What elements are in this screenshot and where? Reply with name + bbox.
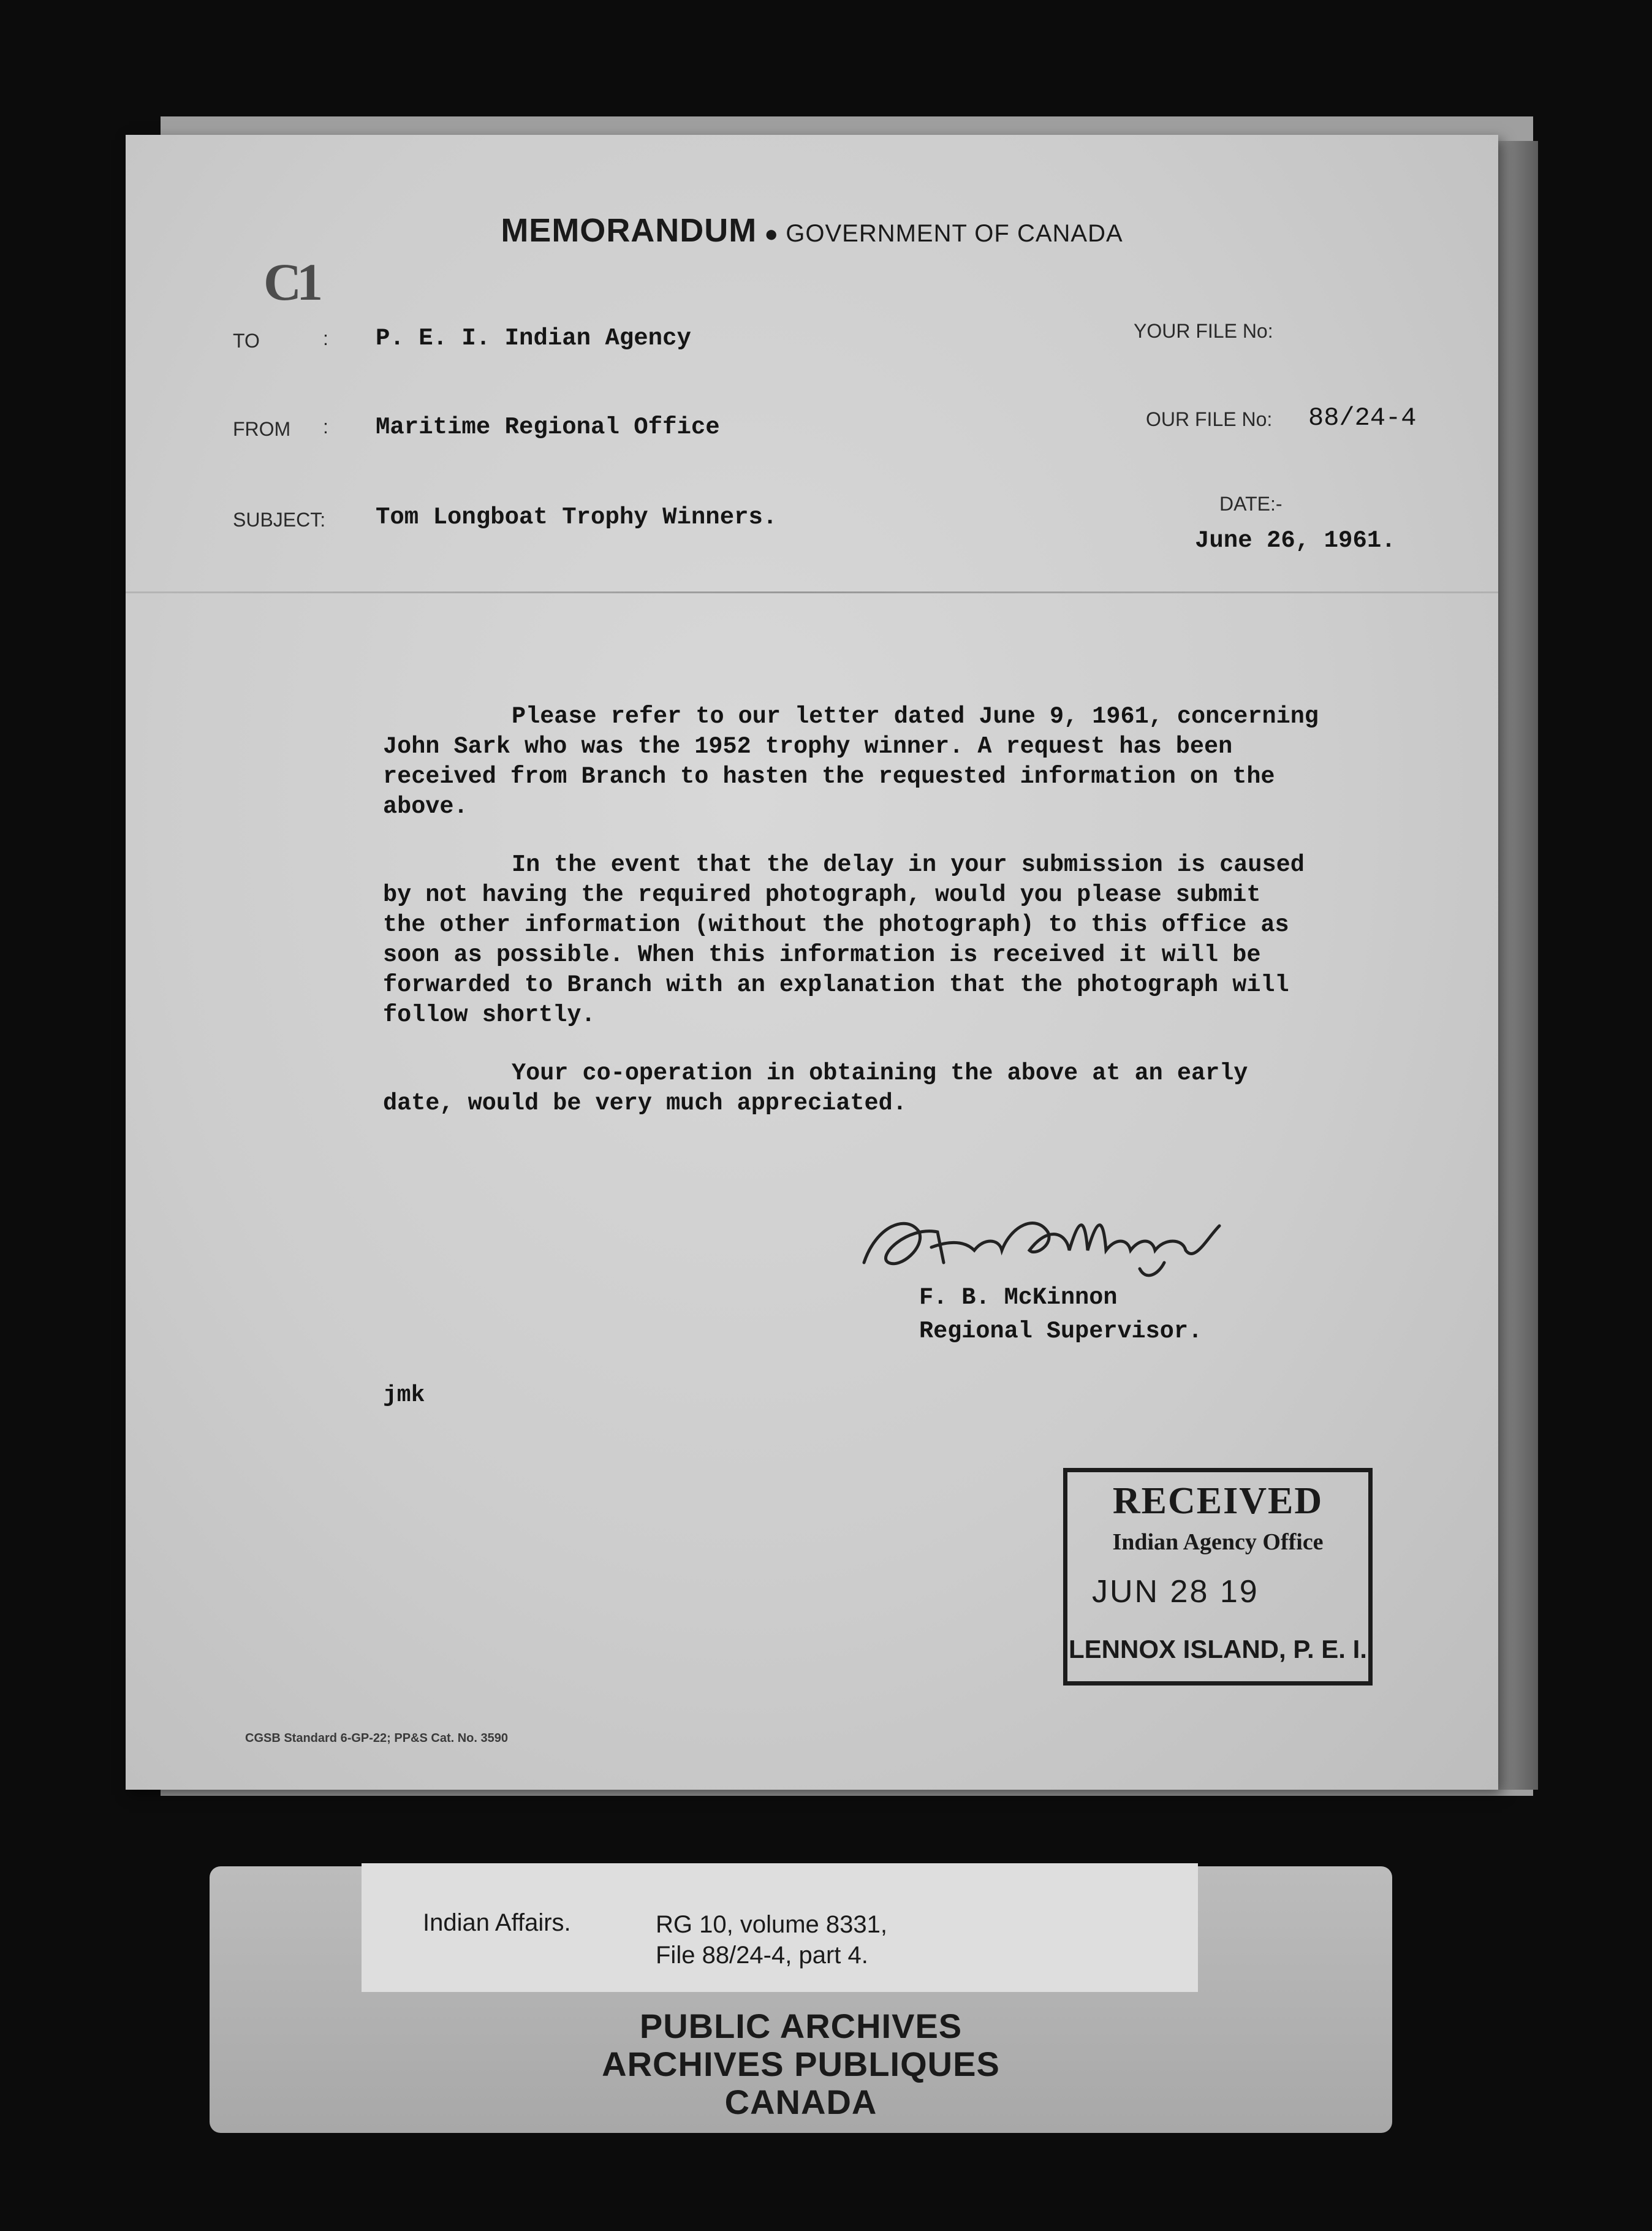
to-colon: : [323,327,328,349]
received-stamp [1063,1468,1373,1686]
memo-sheet [126,135,1498,1790]
paragraph-line: forwarded to Branch with an explanation that the photograph will [383,971,1289,998]
paragraph-line: above. [383,793,468,820]
signatory-title: Regional Supervisor. [919,1318,1203,1345]
archives-title [210,2007,1392,2121]
body-paragraph-3 [383,1058,1363,1119]
paragraph-line: soon as possible. When this information is received it will be [383,941,1261,968]
paragraph-line: John Sark who was the 1952 trophy winner. A request has been [383,733,1233,760]
archive-reference [656,1909,887,1971]
paragraph-line: In the event that the delay in your submission is caused [512,851,1305,878]
signature-block [919,1281,1202,1348]
from-label: FROM [233,418,291,440]
paragraph-line: follow shortly. [383,1001,596,1028]
signatory-name: F. B. McKinnon [919,1284,1118,1311]
marginal-mark: C1 [263,253,319,311]
subject-label: SUBJECT: [233,509,326,531]
paragraph-line: Please refer to our letter dated June 9, 1961, concerning [512,703,1319,730]
to-label: TO [233,330,260,352]
stamp-received: RECEIVED [1112,1480,1324,1522]
archives-french: ARCHIVES PUBLIQUES [602,2045,1000,2083]
bullet-icon: ● [764,221,779,247]
form-code: CGSB Standard 6-GP-22; PP&S Cat. No. 3590 [245,1731,509,1745]
paragraph-line: received from Branch to hasten the requested information on the [383,763,1275,790]
date-value: June 26, 1961. [1195,527,1396,554]
body-paragraph-1 [383,702,1363,822]
memo-header [126,211,1498,249]
body-paragraph-2 [383,850,1363,1030]
government-heading: GOVERNMENT OF CANADA [786,220,1123,247]
fold-line [126,591,1498,593]
paper-edge-shadow [1495,141,1538,1790]
paragraph-line: by not having the required photograph, would you please submit [383,881,1261,908]
our-file-value: 88/24-4 [1308,403,1417,433]
stamp-date: JUN 28 19 [1092,1574,1259,1610]
archive-reference-line: RG 10, volume 8331, [656,1911,887,1938]
paragraph-line: Your co-operation in obtaining the above at an early [512,1060,1248,1087]
memo-title: MEMORANDUM [501,212,757,249]
date-label: DATE:- [1219,493,1283,515]
archive-reference-card [362,1863,1198,1992]
stamp-office: Indian Agency Office [1112,1529,1324,1555]
from-value: Maritime Regional Office [376,414,720,441]
paragraph-line: date, would be very much appreciated. [383,1090,907,1117]
typist-initials: jmk [383,1382,425,1408]
archives-english: PUBLIC ARCHIVES [639,2007,963,2045]
subject-value: Tom Longboat Trophy Winners. [376,504,778,531]
memo-body [383,702,1363,1147]
paragraph-line: the other information (without the photograph) to this office as [383,911,1289,938]
archive-reference-line: File 88/24-4, part 4. [656,1942,868,1969]
stamp-location: LENNOX ISLAND, P. E. I. [1069,1635,1367,1663]
handwritten-signature [852,1189,1250,1293]
archive-department: Indian Affairs. [423,1909,571,1936]
to-value: P. E. I. Indian Agency [376,325,691,352]
archives-country: CANADA [724,2083,877,2121]
your-file-label: YOUR FILE No: [1134,320,1273,342]
from-colon: : [323,416,328,438]
our-file-label: OUR FILE No: [1146,408,1273,430]
